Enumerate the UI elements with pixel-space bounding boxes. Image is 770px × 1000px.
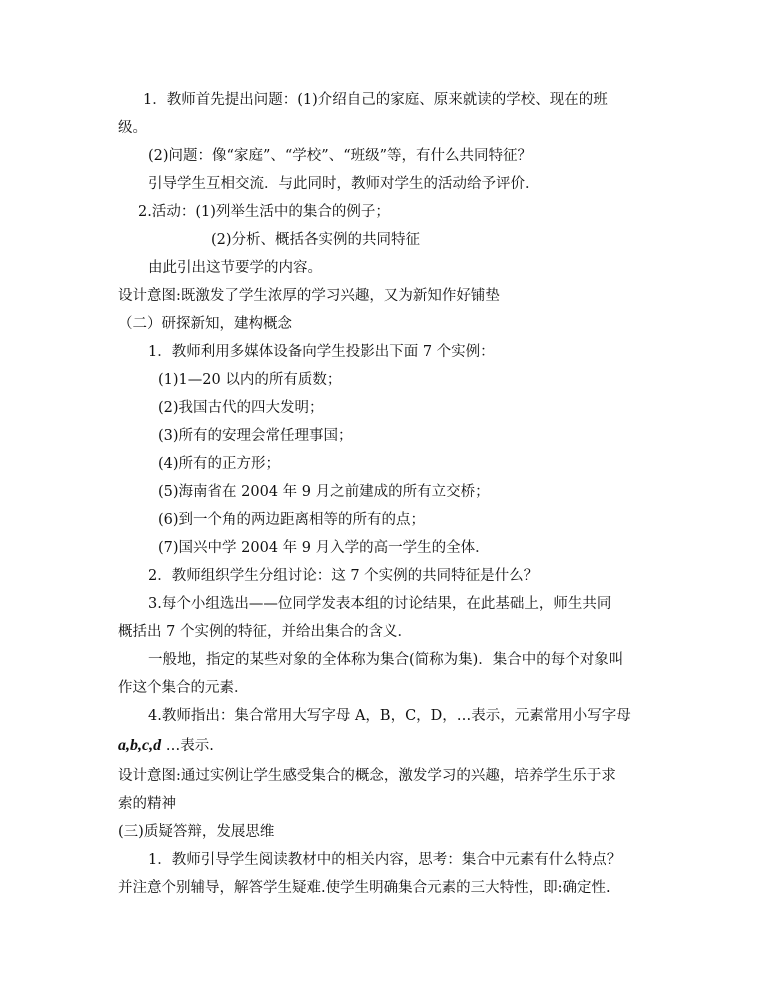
text-line: 1．教师首先提出问题：(1)介绍自己的家庭、原来就读的学校、现在的班 <box>143 92 608 108</box>
text-line: 由此引出这节要学的内容。 <box>148 260 322 276</box>
list-item: (5)海南省在 2004 年 9 月之前建成的所有立交桥； <box>158 484 490 500</box>
text-line: 引导学生互相交流．与此同时，教师对学生的活动给予评价． <box>148 176 540 192</box>
math-letters: a,b,c,d <box>118 737 162 754</box>
text-line: 3.每个小组选出——位同学发表本组的讨论结果，在此基础上，师生共同 <box>148 596 612 612</box>
text-line: 级。 <box>118 120 147 136</box>
text-line: (2)问题：像“家庭”、“学校”、“班级”等，有什么共同特征？ <box>148 148 533 164</box>
text-line: (2)分析、概括各实例的共同特征 <box>211 232 421 248</box>
list-item: (7)国兴中学 2004 年 9 月入学的高一学生的全体． <box>158 540 490 556</box>
list-item: (3)所有的安理会常任理事国； <box>158 428 353 444</box>
text-fragment: …表示. <box>165 738 214 754</box>
text-line: 一般地，指定的某些对象的全体称为集合(简称为集)．集合中的每个对象叫 <box>148 652 624 668</box>
text-line: 作这个集合的元素． <box>118 680 249 696</box>
text-line: 2.活动：(1)列举生活中的集合的例子； <box>138 204 390 220</box>
section-heading: （二）研探新知，建构概念 <box>118 316 292 332</box>
text-line: 1．教师引导学生阅读教材中的相关内容，思考：集合中元素有什么特点？ <box>148 852 622 868</box>
text-line: 概括出 7 个实例的特征，并给出集合的含义． <box>118 624 412 640</box>
text-line: 设计意图:既激发了学生浓厚的学习兴趣，又为新知作好铺垫 <box>118 288 500 304</box>
section-heading: (三)质疑答辩，发展思维 <box>118 824 275 840</box>
list-item: (1)1—20 以内的所有质数； <box>158 372 342 388</box>
list-item: (4)所有的正方形； <box>158 456 281 472</box>
text-line: 1．教师利用多媒体设备向学生投影出下面 7 个实例： <box>148 344 495 360</box>
text-line: 设计意图:通过实例让学生感受集合的概念，激发学习的兴趣，培养学生乐于求 <box>118 768 616 784</box>
list-item: (6)到一个角的两边距离相等的所有的点； <box>158 512 426 528</box>
text-line <box>118 736 214 756</box>
text-line: 4.教师指出：集合常用大写字母 A，B，C，D，…表示，元素常用小写字母 <box>148 708 631 724</box>
text-line: 并注意个别辅导，解答学生疑难.使学生明确集合元素的三大特性，即:确定性. <box>118 880 611 896</box>
list-item: (2)我国古代的四大发明； <box>158 400 324 416</box>
text-line: 2．教师组织学生分组讨论：这 7 个实例的共同特征是什么？ <box>148 568 539 584</box>
text-line: 索的精神 <box>118 796 176 812</box>
